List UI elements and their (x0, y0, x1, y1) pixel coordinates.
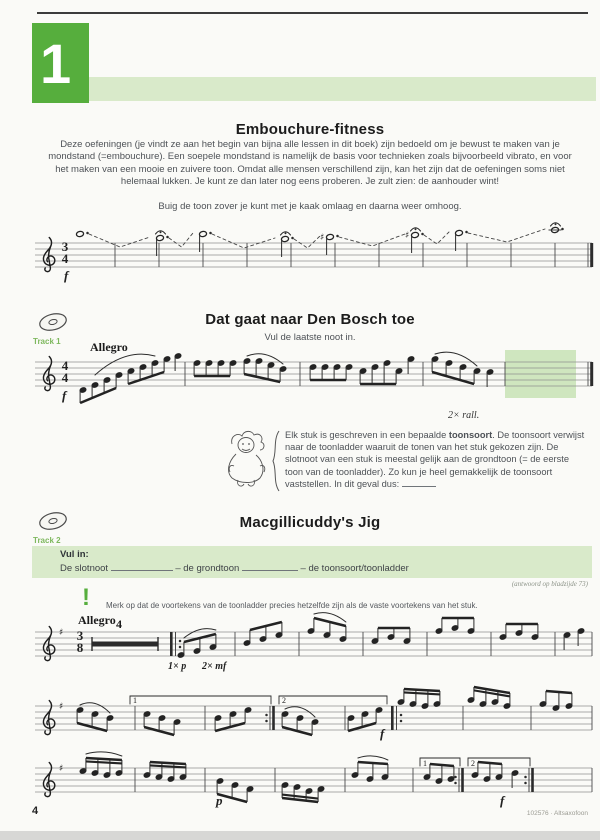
fill-in-box (32, 546, 592, 578)
fill-in-label: Vul in: (60, 549, 89, 560)
brace-icon (270, 430, 282, 492)
embouchure-instruction: Buig de toon zover je kunt met je kaak omlaag en daarna weer omhoog. (158, 201, 462, 212)
fill-item-grondtoon: – de grondtoon (175, 563, 240, 574)
time-sig-lower: 8 (76, 640, 84, 655)
time-sig-upper: 4 (61, 358, 69, 373)
svg-text:♯: ♯ (59, 764, 64, 774)
volta-1-label: 1 (423, 759, 427, 768)
edition-code: 102576 · Altsaxofoon (526, 810, 588, 817)
dynamic-f: f (500, 793, 505, 808)
dynamic-f: f (62, 388, 67, 403)
multirest-count: 4 (116, 617, 122, 631)
fill-in-row (60, 562, 409, 574)
song-title-jig: Macgillicuddy's Jig (239, 514, 381, 531)
time-sig-lower: 4 (61, 370, 69, 385)
lesson-number-box (32, 23, 89, 103)
dynamic-second-time: 2× mf (202, 661, 227, 672)
answer-reference: (antwoord op bladzijde 73) (511, 580, 588, 588)
embouchure-paragraph: Deze oefeningen (je vindt ze aan het begin van bijna alle lessen in dit boek) zijn bedoeld om je bewust te maken van je mondstand (=embouchure). Een soepele mondstand is namelijk de basis voor technieken zoals bijvoorbeeld vibrato, en voor het maken van een mooie en zuivere toon. Omdat alle mensen verschillend zijn, kan het zijn dat de oefeningen soms niet helemaal lukken. Je kunt ze dan later nog eens proberen. Je zult zien: de aanhouder wint! (48, 139, 572, 188)
warning-note: Merk op dat de voortekens van de toonladder precies hetzelfde zijn als de vaste voortekens van het stuk. (106, 601, 478, 610)
time-sig-upper: 3 (76, 628, 84, 643)
section-title-embouchure: Embouchure-fitness (235, 121, 385, 138)
dynamic-f: f (64, 268, 69, 283)
lesson-number: 1 (40, 32, 72, 95)
denbosch-subtitle: Vul de laatste noot in. (264, 332, 356, 343)
answer-blank (242, 562, 298, 571)
staff-embouchure-exercise (35, 222, 592, 300)
svg-text:♯: ♯ (59, 628, 64, 638)
dynamic-f: f (380, 726, 385, 741)
cartoon-character (220, 428, 272, 490)
time-sig-upper: 3 (61, 239, 69, 254)
top-rule (37, 12, 588, 14)
answer-blank (111, 562, 173, 571)
tempo-marking: Allegro (90, 340, 128, 354)
toonsoort-keyword: toonsoort (448, 430, 493, 440)
rall-marking: 2× rall. (448, 410, 480, 421)
time-sig-lower: 4 (61, 251, 69, 266)
volta-2-label: 2 (282, 696, 286, 705)
staff-jig-line2 (35, 690, 592, 754)
svg-text:♯: ♯ (320, 233, 325, 243)
answer-blank (402, 478, 436, 487)
tempo-marking: Allegro (78, 613, 116, 627)
svg-text:♯: ♯ (59, 702, 64, 712)
fill-item-toonsoort: – de toonsoort/toonladder (300, 563, 409, 574)
toonsoort-text-pre: Elk stuk is geschreven in een bepaalde (285, 430, 449, 440)
dynamic-first-time: 1× p (168, 661, 187, 672)
toonsoort-text-post: . De toonsoort verwijst naar de toonladder waaruit de tonen van het stuk gekozen zijn. De slotnoot van een stuk is meestal gelijk aan de grondtoon (= de eerste toon van de toonladder). Zo kun je heel gemakkelijk de toonsoort vaststellen. In dit geval dus: (285, 430, 585, 489)
dynamic-p: p (216, 793, 223, 808)
track-label-2: Track 2 (33, 536, 61, 545)
page-edge (0, 831, 600, 840)
volta-2-label: 2 (471, 759, 475, 768)
exclamation-icon: ! (82, 584, 90, 611)
track-label-1: Track 1 (33, 337, 61, 346)
staff-denbosch (35, 348, 592, 408)
song-title-denbosch: Dat gaat naar Den Bosch toe (205, 311, 415, 328)
staff-jig-line1 (35, 615, 592, 687)
page-number: 4 (32, 805, 39, 817)
header-stripe (89, 77, 596, 101)
volta-1-label: 1 (133, 696, 137, 705)
toonsoort-info-text (285, 429, 589, 490)
svg-text:♯: ♯ (405, 231, 410, 241)
fill-item-slotnoot: De slotnoot (60, 563, 109, 574)
